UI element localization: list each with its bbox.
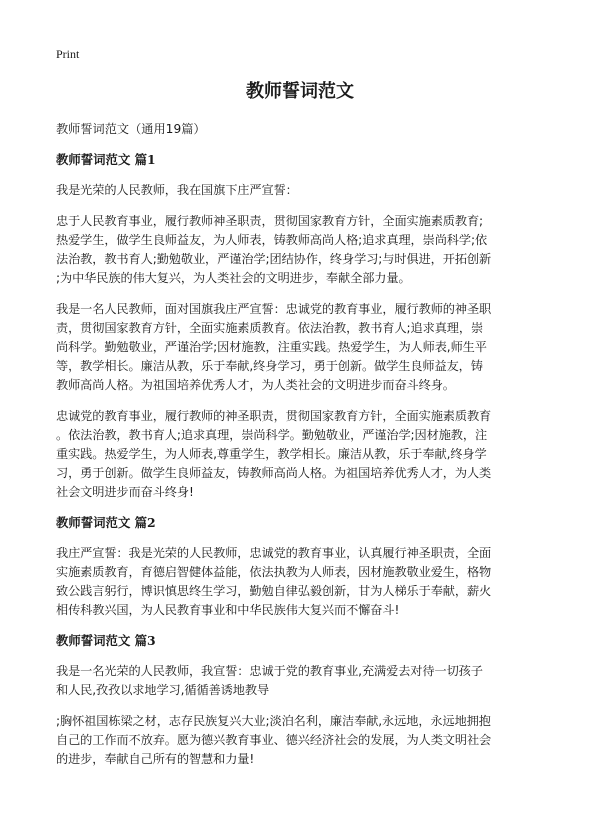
- text-line: ;为中华民族的伟大复兴，为人类社会的文明进步，奉献全部力量。: [56, 271, 411, 285]
- text-line: 忠诚党的教育事业，履行教师的神圣职责，贯彻国家教育方针，全面实施素质教育: [56, 409, 492, 423]
- text-line: 我是一名人民教师，面对国旗我庄严宣誓：忠诚党的教育事业，履行教师的神圣职: [56, 302, 492, 316]
- text-line: 教师高尚人格。为祖国培养优秀人才，为人类社会的文明进步而奋斗终身。: [56, 378, 455, 392]
- document-title: 教师誓词范文: [246, 81, 354, 102]
- text-line: ;胸怀祖国栋梁之材，志存民族复兴大业;淡泊名利，廉洁奉献,永远地，永远地拥抱: [56, 714, 491, 728]
- text-line: 热爱学生，做学生良师益友，为人师表，铸教师高尚人格;追求真理，崇尚科学;依: [56, 233, 488, 247]
- paragraph: [56, 662, 550, 700]
- text-line: 的进步，奉献自己所有的智慧和力量!: [56, 752, 255, 766]
- text-line: 我是一名光荣的人民教师，我宣誓：忠诚于党的教育事业,充满爱去对待一切孩子: [56, 664, 483, 678]
- text-line: 社会文明进步而奋斗终身!: [56, 485, 194, 499]
- section-heading: 教师誓词范文 篇3: [56, 633, 156, 648]
- text-line: 忠于人民教育事业，履行教师神圣职责，贯彻国家教育方针，全面实施素质教育;: [56, 214, 484, 228]
- document-subtitle: 教师誓词范文（通用19篇）: [56, 122, 206, 136]
- text-line: 致公践言躬行，博识慎思终生学习，勤勉自律弘毅创新，甘为人梯乐于奉献，薪火: [56, 584, 492, 598]
- text-line: 和人民,孜孜以求地学习,循循善诱地教导: [56, 683, 270, 697]
- document-body: [56, 120, 550, 781]
- text-line: 尚科学。勤勉敬业，严谨治学;因材施教，注重实践。热爱学生，为人师表,师生平: [56, 340, 487, 354]
- paragraph: [56, 712, 550, 769]
- text-line: 法治教，教书育人;勤勉敬业，严谨治学;团结协作，终身学习;与时俱进，开拓创新: [56, 252, 492, 266]
- text-line: 我是光荣的人民教师，我在国旗下庄严宣誓：: [56, 183, 298, 197]
- section-heading: 教师誓词范文 篇1: [56, 152, 156, 167]
- paragraph: [56, 300, 550, 395]
- text-line: 相传科教兴国，为人民教育事业和中华民族伟大复兴而不懈奋斗!: [56, 603, 400, 617]
- text-line: 我庄严宣誓：我是光荣的人民教师，忠诚党的教育事业，认真履行神圣职责，全面: [56, 546, 492, 560]
- text-line: 自己的工作而不放弃。愿为德兴教育事业、德兴经济社会的发展，为人类文明社会: [56, 733, 492, 747]
- text-line: 。依法治教，教书育人;追求真理，崇尚科学。勤勉敬业，严谨治学;因材施教，注: [56, 428, 488, 442]
- text-line: 习，勇于创新。做学生良师益友，铸教师高尚人格。为祖国培养优秀人才，为人类: [56, 466, 492, 480]
- text-line: 责，贯彻国家教育方针，全面实施素质教育。依法治教，教书育人;追求真理，崇: [56, 321, 484, 335]
- text-line: 等，教学相长。廉洁从教，乐于奉献,终身学习，勇于创新。做学生良师益友，铸: [56, 359, 483, 373]
- print-link[interactable]: Print: [56, 47, 80, 61]
- paragraph: [56, 544, 550, 620]
- paragraph: [56, 407, 550, 502]
- section-heading: 教师誓词范文 篇2: [56, 515, 156, 530]
- text-line: 重实践。热爱学生，为人师表,尊重学生，教学相长。廉洁从教，乐于奉献,终身学: [56, 447, 487, 461]
- paragraph: [56, 212, 550, 288]
- paragraph: [56, 181, 550, 200]
- text-line: 实施素质教育，育德启智健体益能，依法执教为人师表，因材施教敬业爱生，格物: [56, 565, 492, 579]
